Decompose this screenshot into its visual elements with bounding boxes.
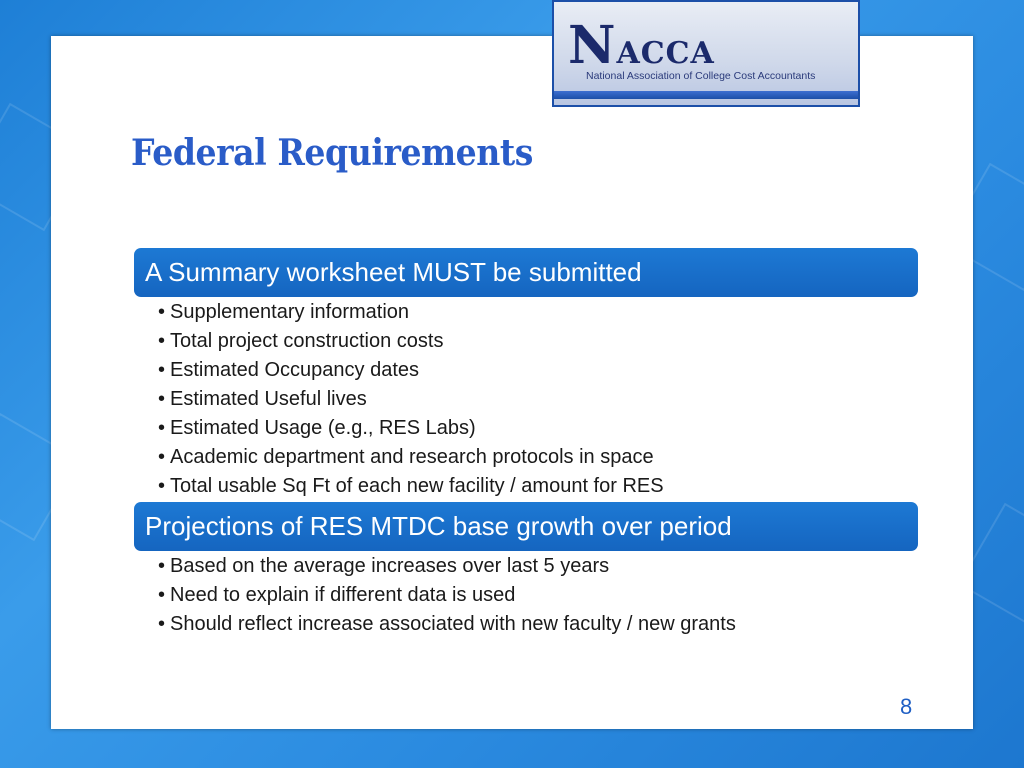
logo-underline-bar [554, 91, 858, 99]
list-item: • Total project construction costs [158, 327, 664, 356]
list-item: • Estimated Usage (e.g., RES Labs) [158, 414, 664, 443]
bullet-list-mtdc-projections [158, 552, 736, 639]
nacca-logo [552, 0, 860, 107]
bullet-icon: • [158, 475, 166, 497]
list-item: • Total usable Sq Ft of each new facility / amount for RES [158, 472, 664, 501]
section-header-summary-worksheet: A Summary worksheet MUST be submitted [134, 248, 918, 297]
list-item: • Need to explain if different data is used [158, 581, 736, 610]
bullet-icon: • [158, 613, 166, 635]
list-item: • Should reflect increase associated with new faculty / new grants [158, 610, 736, 639]
logo-wordmark: NACCA [568, 15, 715, 76]
list-item: • Estimated Occupancy dates [158, 356, 664, 385]
section-header-mtdc-projections: Projections of RES MTDC base growth over period [134, 502, 918, 551]
list-item: • Estimated Useful lives [158, 385, 664, 414]
list-item: • Based on the average increases over last 5 years [158, 552, 736, 581]
bullet-icon: • [158, 417, 166, 439]
page-number: 8 [900, 694, 913, 719]
bullet-icon: • [158, 584, 166, 606]
bullet-icon: • [158, 301, 166, 323]
bullet-icon: • [158, 330, 166, 352]
bullet-icon: • [158, 446, 166, 468]
logo-subtitle: National Association of College Cost Accountants [586, 70, 816, 82]
bullet-icon: • [158, 359, 166, 381]
bullet-icon: • [158, 555, 166, 577]
list-item: • Academic department and research protocols in space [158, 443, 664, 472]
page-title: Federal Requirements [131, 132, 533, 174]
bullet-icon: • [158, 388, 166, 410]
bullet-list-summary-worksheet [158, 298, 664, 501]
list-item: • Supplementary information [158, 298, 664, 327]
